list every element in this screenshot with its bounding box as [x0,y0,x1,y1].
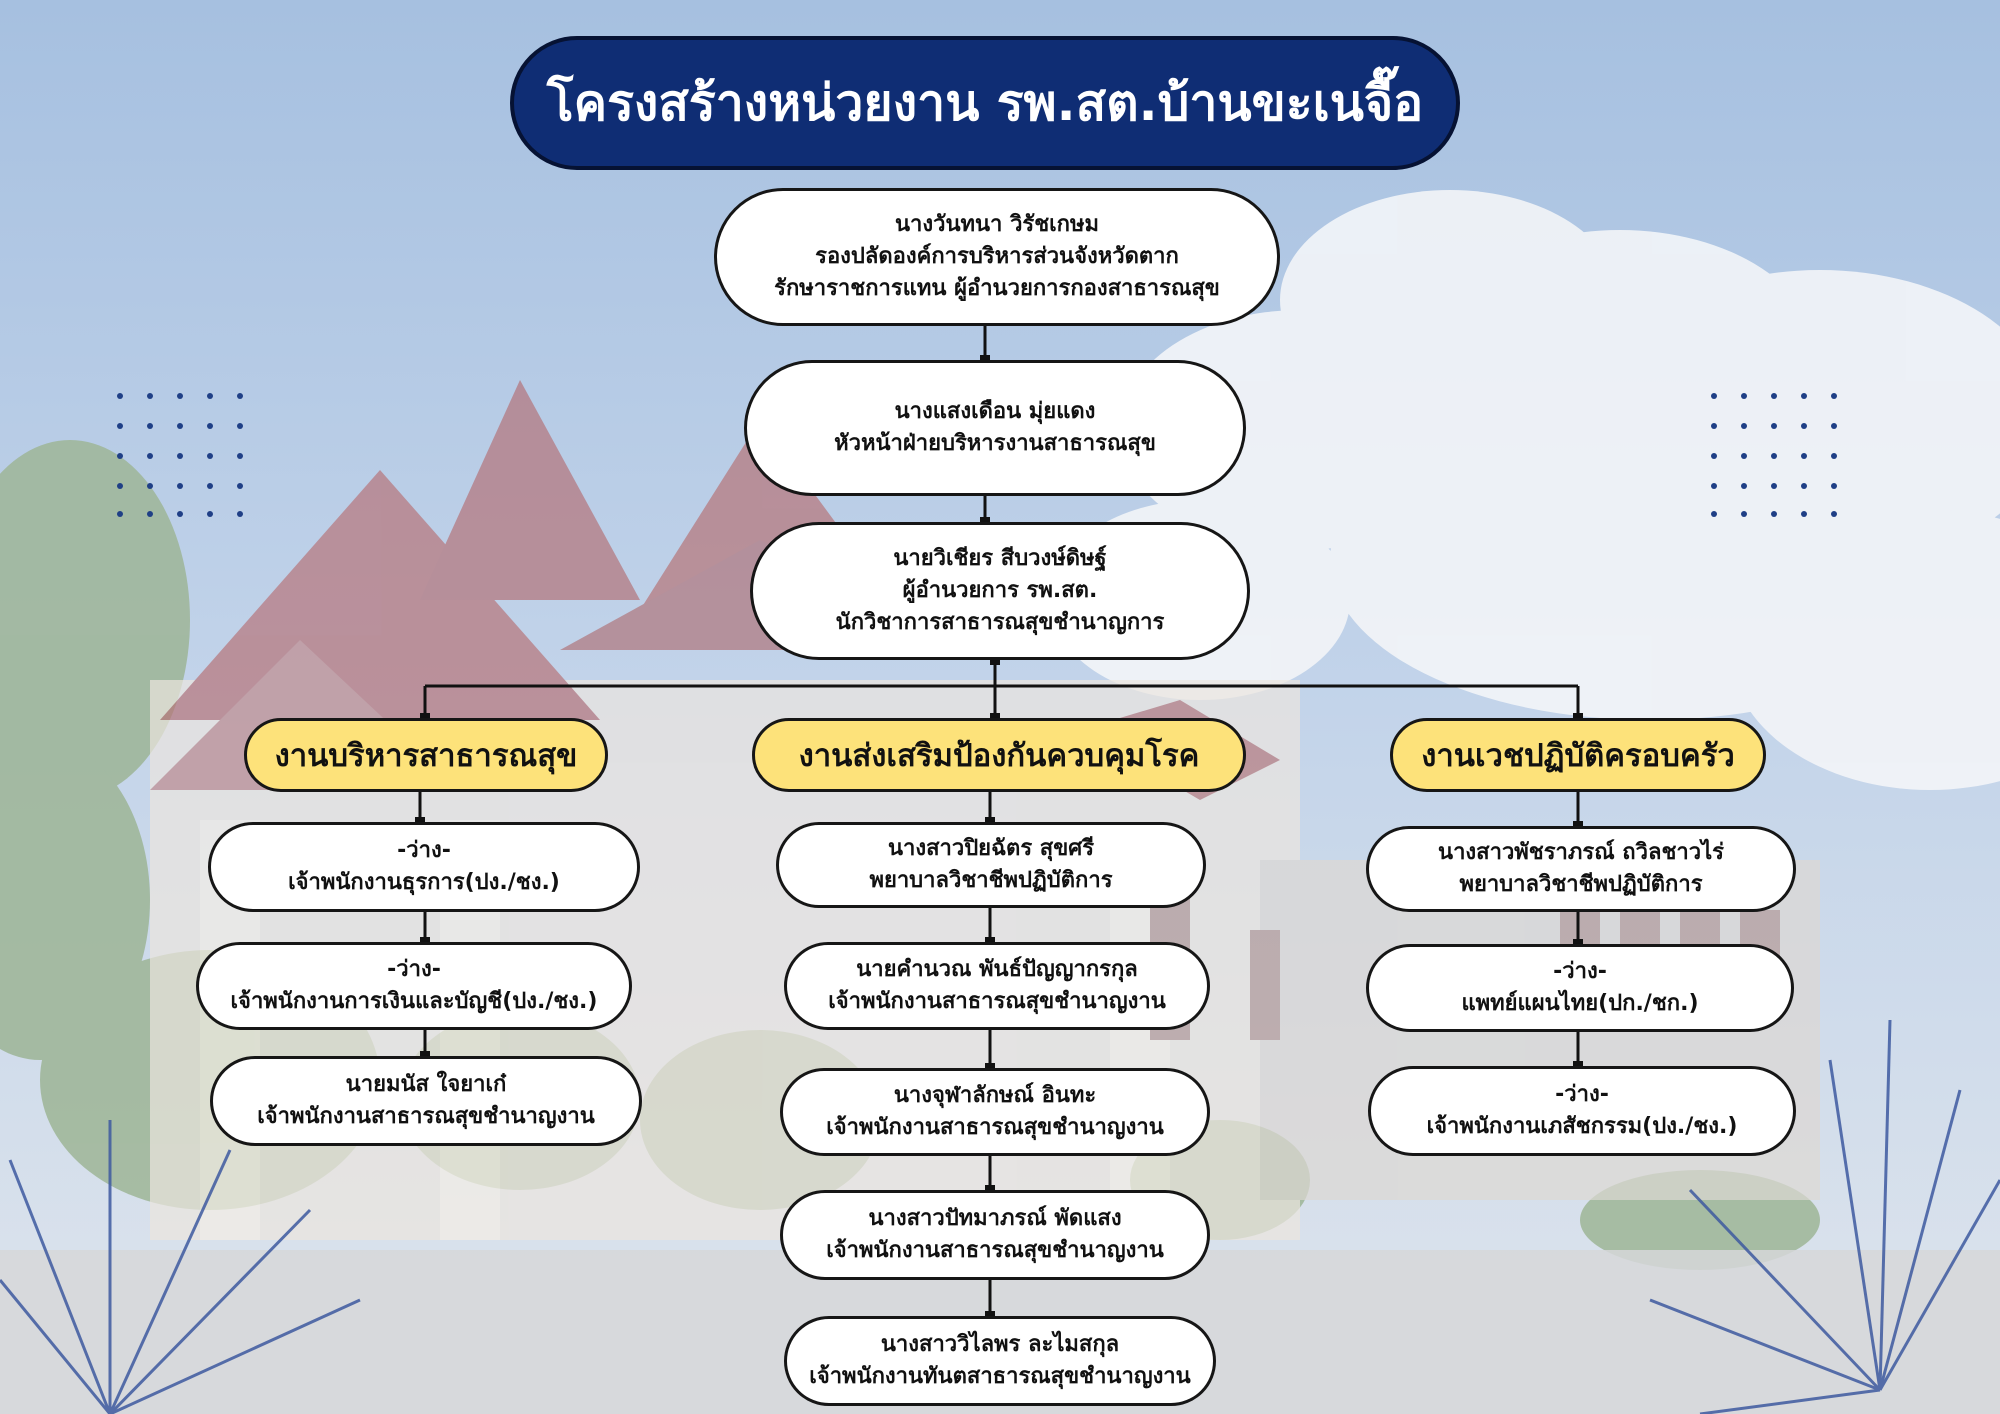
staff-position: เจ้าพนักงานเภสัชกรรม(ปง./ชง.) [1426,1114,1738,1139]
node-position: รักษาราชการแทน ผู้อำนวยการกองสาธารณสุข [774,276,1220,301]
chart-title-text: โครงสร้างหน่วยงาน รพ.สต.บ้านขะเนจื๊อ [546,73,1424,132]
staff-name: นางสาวปัทมาภรณ์ พัดแสง [868,1206,1122,1231]
staff-name: -ว่าง- [1555,1082,1609,1107]
staff-name: นางสาววิไลพร ละไมสกุล [880,1332,1120,1357]
staff-name: นางสาวพัชราภรณ์ ถวิลชาวไร่ [1438,840,1724,865]
staff-node [776,822,1206,908]
department-label: งานส่งเสริมป้องกันควบคุมโรค [798,738,1200,774]
node-hospital-director [750,522,1250,660]
node-position: ผู้อำนวยการ รพ.สต. [902,578,1098,603]
staff-position: พยาบาลวิชาชีพปฏิบัติการ [1459,872,1703,897]
staff-name: -ว่าง- [387,957,441,982]
department-disease-prevention [752,718,1246,792]
staff-node [780,1190,1210,1280]
staff-position: เจ้าพนักงานธุรการ(ปง./ชง.) [288,870,560,895]
staff-node [1366,826,1796,912]
staff-name: นายคำนวณ พันธ์ปัญญากรกุล [856,957,1138,982]
staff-name: -ว่าง- [1553,959,1607,984]
department-label: งานเวชปฏิบัติครอบครัว [1421,738,1735,774]
node-position: นักวิชาการสาธารณสุขชำนาญการ [835,610,1165,635]
staff-node [780,1068,1210,1156]
staff-position: เจ้าพนักงานสาธารณสุขชำนาญงาน [826,1115,1164,1140]
node-head-of-public-health-admin [744,360,1246,496]
staff-position: พยาบาลวิชาชีพปฏิบัติการ [869,868,1113,893]
staff-node [784,1316,1216,1406]
staff-node [1366,944,1794,1032]
staff-position: เจ้าพนักงานสาธารณสุขชำนาญงาน [826,1238,1164,1263]
staff-position: เจ้าพนักงานสาธารณสุขชำนาญงาน [257,1104,595,1129]
node-name: นางแสงเดือน มุ่ยแดง [894,399,1096,424]
staff-name: นางสาวปิยฉัตร สุขศรี [887,836,1095,861]
staff-node [208,822,640,912]
staff-position: แพทย์แผนไทย(ปก./ชก.) [1461,991,1699,1016]
staff-name: นายมนัส ใจยาเก๋ [345,1072,507,1097]
staff-node [784,942,1210,1030]
staff-position: เจ้าพนักงานสาธารณสุขชำนาญงาน [828,989,1166,1014]
staff-name: -ว่าง- [397,838,451,863]
node-position: รองปลัดองค์การบริหารส่วนจังหวัดตาก [815,244,1179,269]
staff-node [210,1056,642,1146]
department-label: งานบริหารสาธารณสุข [274,738,578,774]
department-family-medicine [1390,718,1766,792]
node-position: หัวหน้าฝ่ายบริหารงานสาธารณสุข [834,431,1156,456]
chart-title [510,36,1460,170]
staff-node [196,942,632,1030]
staff-position: เจ้าพนักงานการเงินและบัญชี(ปง./ชง.) [230,989,598,1014]
node-name: นางวันทนา วิรัชเกษม [894,212,1100,237]
department-public-health-admin [244,718,608,792]
node-director-of-public-health [714,188,1280,326]
staff-name: นางจุฬาลักษณ์ อินทะ [893,1083,1097,1108]
staff-node [1368,1066,1796,1156]
node-name: นายวิเชียร สีบวงษ์ดิษฐ์ [893,546,1107,571]
staff-position: เจ้าพนักงานทันตสาธารณสุขชำนาญงาน [809,1364,1191,1389]
